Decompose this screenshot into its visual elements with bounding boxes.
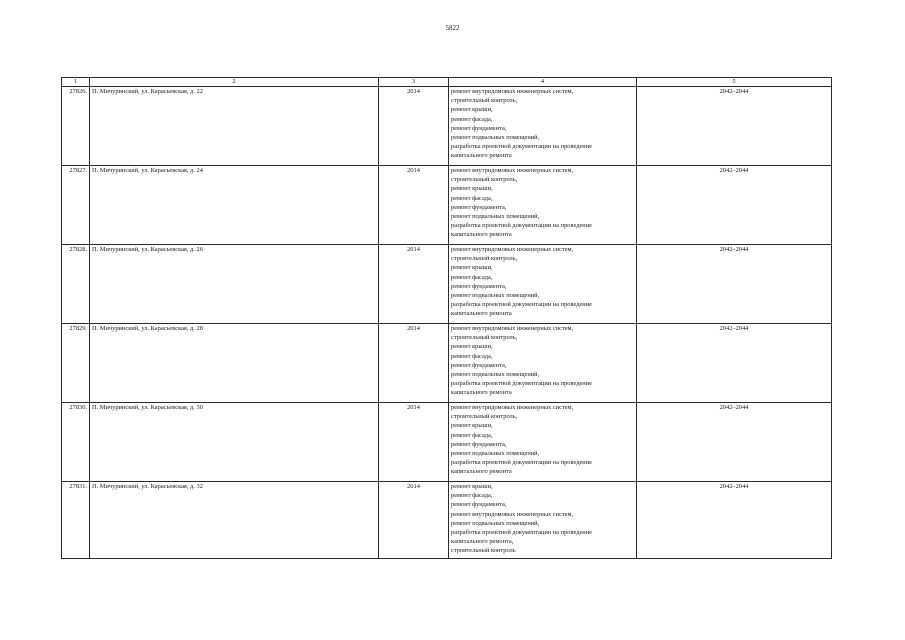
table-row <box>62 166 832 245</box>
row-number: 27831. <box>62 482 90 559</box>
work-item: строительный контроль, <box>451 334 518 342</box>
works-cell <box>449 482 637 559</box>
row-number: 27828. <box>62 245 90 324</box>
address-cell: П. Мичуринский, ул. Карасьевская, д. 32 <box>90 482 379 559</box>
work-item: ремонт подвальных помещений, <box>451 519 540 527</box>
header-row <box>62 78 832 87</box>
work-item: ремонт фасада, <box>451 115 493 123</box>
work-item: капитального ремонта <box>451 468 512 476</box>
address-cell: П. Мичуринский, ул. Карасьевская, д. 26 <box>90 245 379 324</box>
period-cell: 2042–2044 <box>637 403 832 482</box>
work-item: ремонт внутридомовых инженерных систем, <box>451 167 574 174</box>
address-cell: П. Мичуринский, ул. Карасьевская, д. 30 <box>90 403 379 482</box>
work-item: ремонт подвальных помещений, <box>451 371 540 379</box>
year-cell: 2014 <box>379 324 449 403</box>
work-item: ремонт внутридомовых инженерных систем, <box>451 88 574 95</box>
period-cell: 2042–2044 <box>637 166 832 245</box>
work-item: ремонт фундамента, <box>451 440 507 448</box>
header-cell: 3 <box>379 78 449 87</box>
table-row <box>62 87 832 166</box>
work-item: ремонт подвальных помещений, <box>451 213 540 221</box>
work-item: ремонт фундамента, <box>451 203 507 211</box>
address-cell: П. Мичуринский, ул. Карасьевская, д. 24 <box>90 166 379 245</box>
period-cell: 2042–2044 <box>637 245 832 324</box>
work-item: ремонт фундамента, <box>451 124 507 132</box>
work-item: строительный контроль <box>451 547 516 555</box>
work-item: строительный контроль, <box>451 255 518 263</box>
work-item: ремонт подвальных помещений, <box>451 134 540 142</box>
work-item: ремонт фундамента, <box>451 282 507 290</box>
work-item: строительный контроль, <box>451 97 518 105</box>
table-row <box>62 482 832 559</box>
year-cell: 2014 <box>379 87 449 166</box>
work-item: ремонт фундамента, <box>451 501 507 509</box>
address-cell: П. Мичуринский, ул. Карасьевская, д. 22 <box>90 87 379 166</box>
period-cell: 2042–2044 <box>637 87 832 166</box>
header-cell: 5 <box>637 78 832 87</box>
period-cell: 2042–2044 <box>637 482 832 559</box>
work-item: ремонт внутридомовых инженерных систем, <box>451 325 574 332</box>
work-item: строительный контроль, <box>451 413 518 421</box>
work-item: разработка проектной документации на проведение <box>451 143 592 151</box>
work-item: ремонт фундамента, <box>451 361 507 369</box>
work-item: строительный контроль, <box>451 176 518 184</box>
work-item: капитального ремонта <box>451 310 512 318</box>
row-number: 27826. <box>62 87 90 166</box>
works-cell <box>449 245 637 324</box>
period-cell: 2042–2044 <box>637 324 832 403</box>
year-cell: 2014 <box>379 245 449 324</box>
work-item: ремонт внутридомовых инженерных систем, <box>451 404 574 411</box>
year-cell: 2014 <box>379 166 449 245</box>
work-item: ремонт крыши, <box>451 483 493 490</box>
work-item: разработка проектной документации на проведение <box>451 529 592 537</box>
table-row <box>62 324 832 403</box>
row-number: 27829. <box>62 324 90 403</box>
repair-schedule-table <box>61 77 832 559</box>
work-item: капитального ремонта <box>451 231 512 239</box>
work-item: ремонт фасада, <box>451 492 493 500</box>
work-item: капитального ремонта <box>451 152 512 160</box>
year-cell: 2014 <box>379 482 449 559</box>
header-cell: 2 <box>90 78 379 87</box>
work-item: ремонт фасада, <box>451 194 493 202</box>
table-row <box>62 245 832 324</box>
works-cell <box>449 87 637 166</box>
work-item: ремонт фасада, <box>451 273 493 281</box>
work-item: ремонт крыши, <box>451 185 493 193</box>
work-item: ремонт крыши, <box>451 264 493 272</box>
work-item: разработка проектной документации на проведение <box>451 380 592 388</box>
address-cell: П. Мичуринский, ул. Карасьевская, д. 28 <box>90 324 379 403</box>
work-item: ремонт крыши, <box>451 343 493 351</box>
header-cell: 1 <box>62 78 90 87</box>
work-item: ремонт крыши, <box>451 106 493 114</box>
work-item: капитального ремонта, <box>451 538 514 546</box>
work-item: ремонт фасада, <box>451 352 493 360</box>
work-item: ремонт внутридомовых инженерных систем, <box>451 510 574 518</box>
work-item: разработка проектной документации на проведение <box>451 459 592 467</box>
works-cell <box>449 324 637 403</box>
row-number: 27827. <box>62 166 90 245</box>
year-cell: 2014 <box>379 403 449 482</box>
work-item: ремонт внутридомовых инженерных систем, <box>451 246 574 253</box>
works-cell <box>449 403 637 482</box>
work-item: ремонт фасада, <box>451 431 493 439</box>
table-body <box>62 87 832 559</box>
row-number: 27830. <box>62 403 90 482</box>
work-item: ремонт подвальных помещений, <box>451 450 540 458</box>
page-number: 5822 <box>445 24 460 32</box>
table-row <box>62 403 832 482</box>
work-item: ремонт крыши, <box>451 422 493 430</box>
work-item: разработка проектной документации на проведение <box>451 222 592 230</box>
work-item: разработка проектной документации на проведение <box>451 301 592 309</box>
header-cell: 4 <box>449 78 637 87</box>
work-item: ремонт подвальных помещений, <box>451 292 540 300</box>
works-cell <box>449 166 637 245</box>
work-item: капитального ремонта <box>451 389 512 397</box>
